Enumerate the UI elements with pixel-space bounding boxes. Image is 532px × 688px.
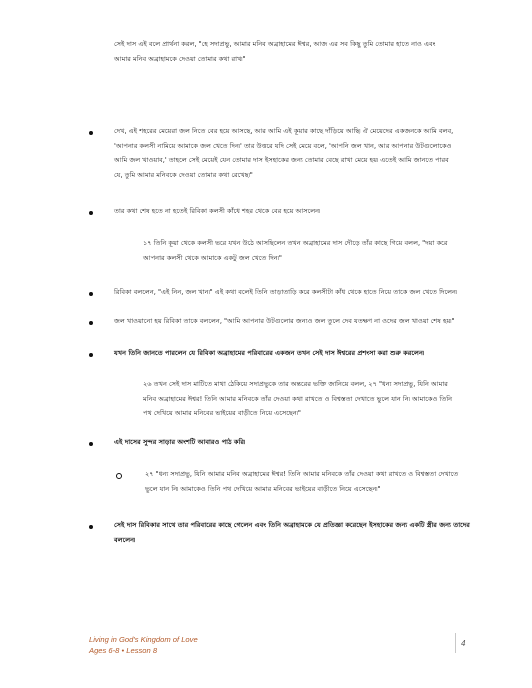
paragraph-read-again: এই দাসের সুন্দর সাড়ার অংশটি আবারও পাঠ করি৷ (114, 438, 246, 446)
paragraph-prayer: সেই দাস এই বলে প্রার্থনা করল, "হে সদাপ্রভু, আমার মনিব অব্রাহামের ঈশ্বর, আজ এর সব কিছু তুমি তোমার হাতে নাও এবং আমার মনিব অব্রাহামকে দেওয়া তোমার কথা রাখ৷" (114, 40, 436, 63)
paragraph-verse-17: ১৭ তিনি কূয়া থেকে কলসী ভরে যখন উঠে আসছিলেন তখন অব্রাহামের দাস দৌড়ে তাঁর কাছে গিয়ে বলল, "দয়া করে আপনার কলসী থেকে আমাকে একটু জল খেতে দিন৷" (143, 239, 448, 262)
paragraph-servant-goes-to-family: সেই দাস রিবিকার সাথে তার পরিবারের কাছে গেলেন এবং তিনি অব্রাহামকে যে প্রতিজ্ঞা করেছেন ইসহাকের জন্য একটি স্ত্রীর জন্য তাদের বললেন৷ (114, 521, 470, 544)
paragraph-sign-request: দেখ, এই শহরের মেয়েরা জল নিতে বের হয়ে আসছে, আর আমি এই কূয়ার কাছে দাঁড়িয়ে আছি৷ ঐ মেয়েদের একজনকে আমি বলব, 'আপনার কলসী নামিয়ে আমাকে জল খেতে দিন৷' তার উত্তরে যদি সেই মেয়ে বলে, 'আপনি জল খান, আর আপনার উটগুলোকেও আমি জল খাওয়াব,' তাহলে সেই মেয়েই যেন তোমার দাস ইসহাকের জন্য তোমার বেছে রাখা মেয়ে হয়৷ এতেই আমি জানতে পারব যে, তুমি আমার মনিবকে দেওয়া তোমার কথা রেখেছ৷" (114, 127, 454, 179)
bullet (89, 211, 93, 215)
bullet (89, 321, 93, 325)
paragraph-verse-26-27: ২৬ তখন সেই দাস মাটিতে মাথা ঠেকিয়ে সদাপ্রভুকে তার অন্তরের ভক্তি জানিয়ে বলল, ২৭ "ধন্য সদাপ্রভু, যিনি আমার মনিব অব্রাহামের ঈশ্বর! তিনি আমার মনিবকে তাঁর দেওয়া কথা রাখতে ও বিশ্বস্ততা দেখাতে ভুলে যান নি৷ আমাকেও তিনি পথ দেখিয়ে আমার মনিবের ভাইয়ের বাড়ীতে নিয়ে এসেছেন৷" (143, 380, 453, 417)
footer-divider (455, 633, 456, 653)
paragraph-servant-praises: যখন তিনি জানতে পারলেন যে রিবিকা অব্রাহামের পরিবারের একজন তখন সেই দাস ঈশ্বরের প্রশংসা করা শুরু করলেন৷ (114, 349, 424, 357)
paragraph-rebekah-arrives: তার কথা শেষ হতে না হতেই রিবিকা কলসী কাঁধে শহর থেকে বের হয়ে আসলেন৷ (114, 207, 321, 215)
page-number: 4 (461, 639, 466, 648)
footer-subtitle: Ages 6-8 • Lesson 8 (89, 646, 158, 655)
sub-bullet (116, 473, 122, 479)
paragraph-verse-27-repeat: ২৭ "ধন্য সদাপ্রভু, যিনি আমার মনিব অব্রাহামের ঈশ্বর! তিনি আমার মনিবকে তাঁর দেওয়া কথা রাখতে ও বিশ্বস্ততা দেখাতে ভুলে যান নি৷ আমাকেও তিনি পথ দেখিয়ে আমার মনিবের ভাইয়ের বাড়ীতে নিয়ে এসেছেন৷" (145, 470, 459, 493)
bullet (89, 353, 93, 357)
bullet (89, 525, 93, 529)
bullet (89, 292, 93, 296)
bullet (89, 131, 93, 135)
paragraph-camels-water: জল খাওয়ানো হয় রিবিকা তাকে বললেন, "আমি আপনার উটগুলোর জন্যও জল তুলে দেব যতক্ষণ না ওদের জল খাওয়া শেষ হয়৷" (114, 317, 455, 325)
bullet (89, 442, 93, 446)
paragraph-rebekah-offers: রিবিকা বললেন, "এই নিন, জল খান৷" এই কথা বলেই তিনি তাড়াতাড়ি করে কলসীটা কাঁধ থেকে হাতে নিয়ে তাকে জল খেতে দিলেন৷ (114, 288, 458, 296)
footer-title: Living in God's Kingdom of Love (89, 635, 198, 644)
